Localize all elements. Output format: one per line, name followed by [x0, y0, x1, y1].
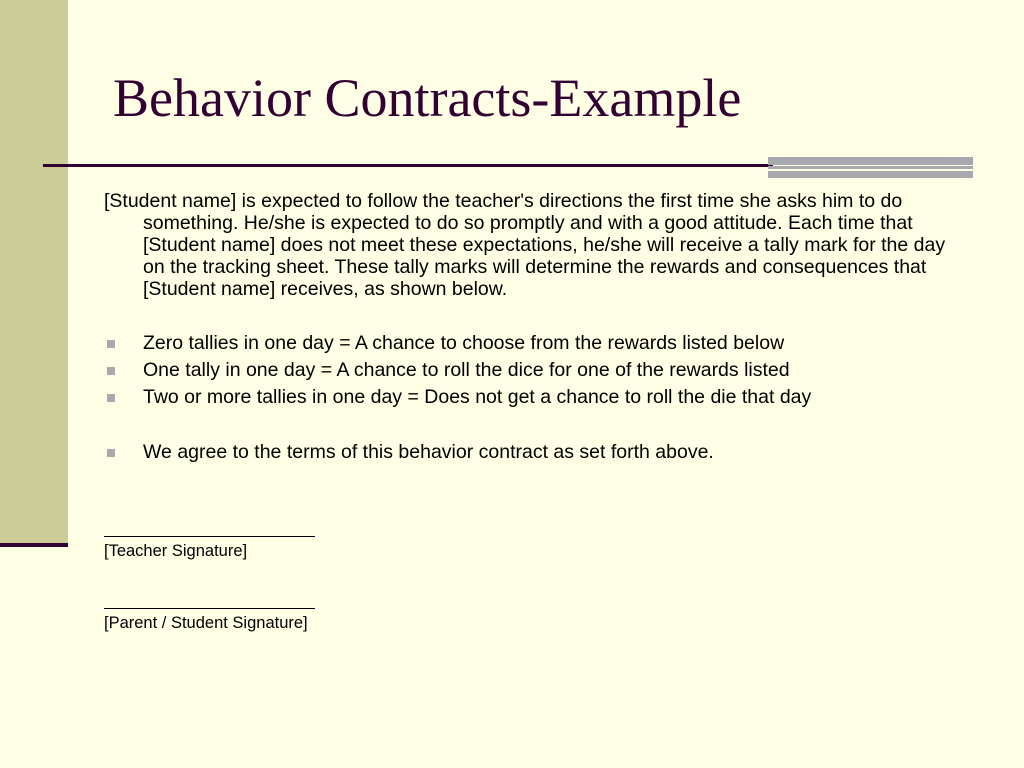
square-bullet-icon	[107, 367, 115, 375]
square-bullet-icon	[107, 340, 115, 348]
agreement-text: We agree to the terms of this behavior contract as set forth above.	[143, 441, 714, 463]
square-bullet-icon	[107, 449, 115, 457]
parent-signature-label: [Parent / Student Signature]	[104, 614, 308, 632]
list-item-text: One tally in one day = A chance to roll the dice for one of the rewards listed	[143, 359, 790, 381]
accent-line	[768, 166, 973, 169]
accent-line	[768, 157, 973, 165]
rules-list	[104, 330, 954, 411]
sidebar-decoration	[0, 0, 68, 545]
accent-line	[768, 171, 973, 178]
list-item	[104, 330, 954, 357]
signature-line	[104, 519, 315, 537]
slide-body	[104, 190, 954, 466]
intro-paragraph: [Student name] is expected to follow the teacher's directions the first time she asks him to do something. He/she is expected to do so promptly and with a good attitude. Each time that [Student name] does not meet these expectations, he/she will receive a tally mark for the day on the tracking sheet. These tally marks will determine the rewards and consequences that [Student name] receives, as shown below.	[104, 190, 946, 300]
list-item	[104, 384, 954, 411]
agreement-list	[104, 439, 954, 466]
parent-signature-block	[104, 591, 315, 633]
list-item-text: Zero tallies in one day = A chance to choose from the rewards listed below	[143, 332, 785, 354]
slide-title: Behavior Contracts-Example	[113, 68, 742, 128]
list-item-text: Two or more tallies in one day = Does not get a chance to roll the die that day	[143, 386, 812, 408]
accent-lines	[768, 157, 973, 178]
title-rule	[43, 164, 773, 167]
list-item	[104, 357, 954, 384]
teacher-signature-block	[104, 519, 315, 561]
teacher-signature-label: [Teacher Signature]	[104, 542, 248, 560]
signature-line	[104, 591, 315, 609]
square-bullet-icon	[107, 394, 115, 402]
list-item	[104, 439, 954, 466]
sidebar-underline	[0, 543, 68, 547]
